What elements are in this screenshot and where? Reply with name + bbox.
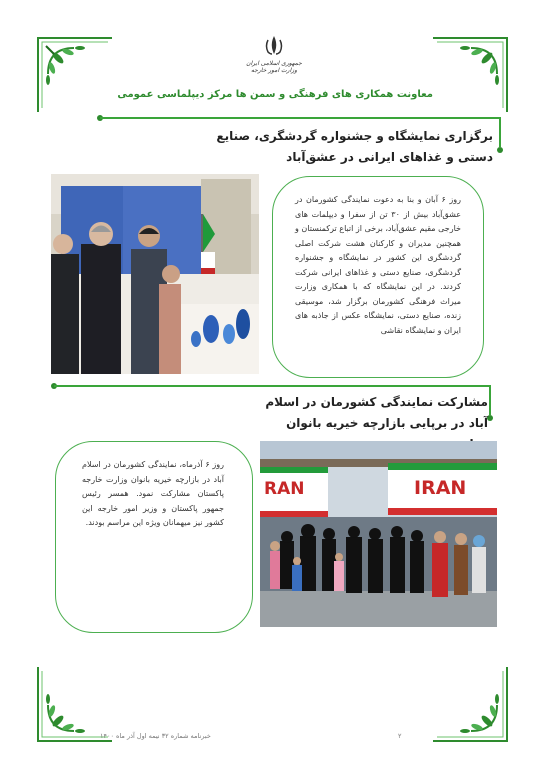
section1-photo [51, 174, 259, 374]
section1-body: روز ۶ آبان و بنا به دعوت نمایندگی کشورمان در عشق‌آباد بیش از ۳۰ تن از سفرا و دیپلمات های خارجی مقیم عشق‌آباد، برخی از اتباع ترکمنستان و همچنین مدیران و کارکنان هشت شرکت اصلی گردشگری این کشور در نمایشگاه و جشنواره گردشگری، صنایع دستی و غذاهای ایرانی شرکت کردند. در این نمایشگاه که با همکاری وزارت میراث فرهنگی کشورمان برگزار شد، موسیقی زنده، صنایع دستی، نمایشگاه عکس از جاذبه های ایران و نمایشگاه نقاشی [295, 195, 461, 335]
section2-right-rule [489, 385, 491, 415]
corner-ornament-bottom-right [429, 663, 511, 745]
section1-heading-line2: دستی و غذاهای ایرانی در عشق‌آباد [286, 150, 493, 164]
corner-ornament-top-right [429, 34, 511, 116]
section2-photo [260, 441, 497, 627]
banner-text-right: IRAN [414, 477, 467, 499]
emblem-icon [246, 34, 302, 60]
emblem-line-2: وزارت امور خارجه [250, 67, 298, 74]
emblem-line-1: جمهوری اسلامی ایران [246, 60, 302, 67]
page-title: معاونت همکاری های فرهنگی و سمن ها مرکز دیپلماسی عمومی [117, 89, 433, 100]
section1-top-rule [100, 117, 500, 119]
section2-heading-line2: آباد در برپایی بازارچه خیریه بانوان [286, 416, 488, 430]
corner-ornament-top-left [34, 34, 116, 116]
section1-heading-line1: برگزاری نمایشگاه و جشنواره گردشگری، صنایع [216, 129, 493, 143]
section2-top-rule [54, 385, 490, 387]
section2-text-bubble [55, 441, 253, 633]
banner-text-left: RAN [264, 479, 305, 499]
section2-heading-line1: مشارکت نمایندگی کشورمان در اسلام [265, 395, 488, 409]
ministry-emblem [246, 34, 302, 80]
section2-body: روز ۶ آذرماه، نمایندگی کشورمان در اسلام آباد در بازارچه خیریه بانوان وزارت خارجه پاکستان مشارکت نمود. همسر رئیس جمهور پاکستان و وزیر امور خارجه این کشور نیز میهمانان ویژه این مراسم بودند. [82, 460, 224, 527]
section1-heading [193, 126, 493, 168]
footer-text: خبرنامه شماره ۳۲ نیمه اول آذر ماه ۱۴۰۰ [100, 732, 211, 740]
page-number: ۲ [398, 732, 402, 740]
section1-right-rule [499, 117, 501, 147]
rule-dot [497, 147, 503, 153]
section1-text-bubble [272, 176, 484, 378]
